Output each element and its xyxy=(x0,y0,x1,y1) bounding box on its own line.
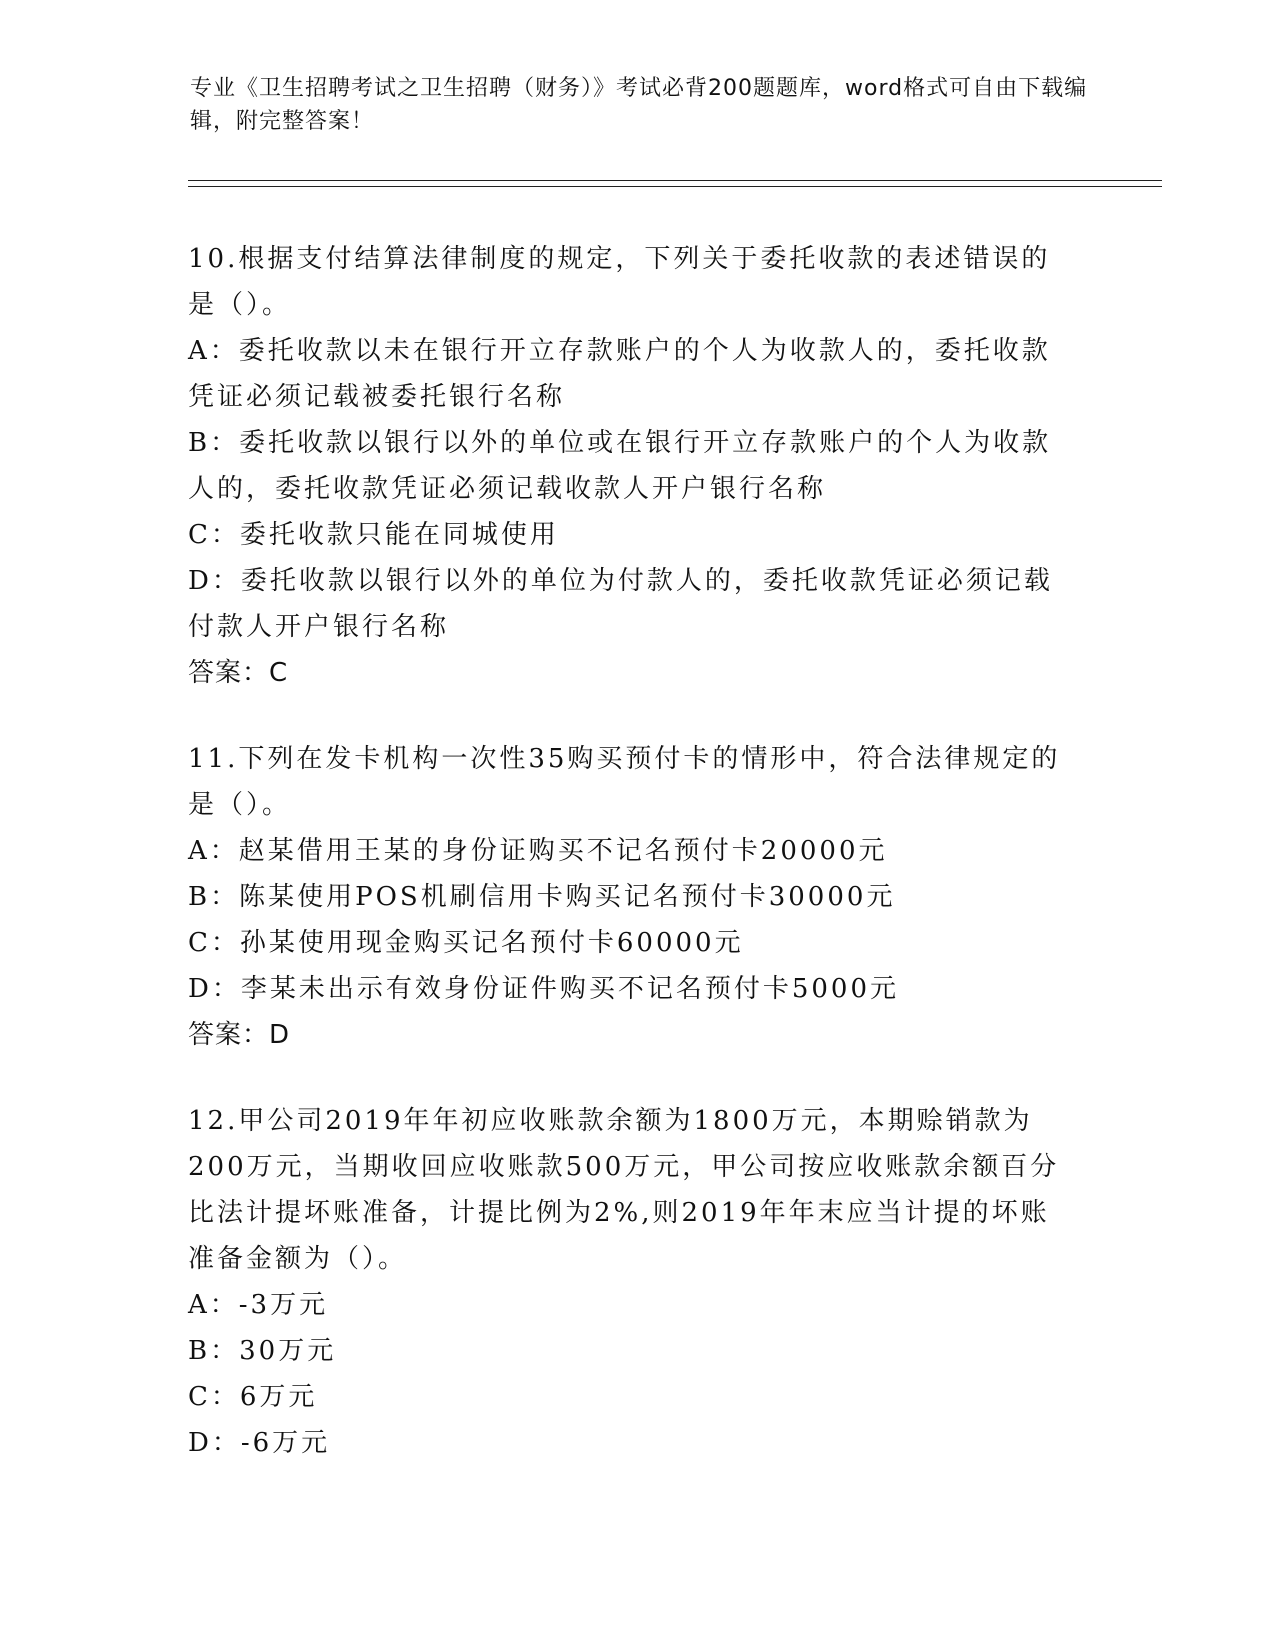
question-11 xyxy=(188,736,1078,1058)
answer-label: 答案：C xyxy=(188,658,289,688)
question-list xyxy=(188,236,1078,1506)
option-b: B：委托收款以银行以外的单位或在银行开立存款账户的个人为收款人的，委托收款凭证必须记载收款人开户银行名称 xyxy=(188,428,1052,504)
question-stem: 10.根据支付结算法律制度的规定，下列关于委托收款的表述错误的是（）。 xyxy=(188,244,1051,320)
question-stem: 11.下列在发卡机构一次性35购买预付卡的情形中，符合法律规定的是（）。 xyxy=(188,744,1061,820)
question-12 xyxy=(188,1098,1078,1466)
option-a: A：委托收款以未在银行开立存款账户的个人为收款人的，委托收款凭证必须记载被委托银行名称 xyxy=(188,336,1051,412)
header-divider-top xyxy=(188,180,1162,181)
option-d: D：李某未出示有效身份证件购买不记名预付卡5000元 xyxy=(188,974,900,1004)
option-a: A：-3万元 xyxy=(188,1290,329,1320)
option-c: C：委托收款只能在同城使用 xyxy=(188,520,559,550)
question-stem: 12.甲公司2019年年初应收账款余额为1800万元，本期赊销款为200万元，当期收回应收账款500万元，甲公司按应收账款余额百分比法计提坏账准备，计提比例为2%,则2019年年末应当计提的坏账准备金额为（）。 xyxy=(188,1106,1060,1274)
document-header-title: 专业《卫生招聘考试之卫生招聘（财务）》考试必背200题题库，word格式可自由下载编辑，附完整答案！ xyxy=(190,76,1088,134)
option-b: B：30万元 xyxy=(188,1336,337,1366)
option-d: D：-6万元 xyxy=(188,1428,331,1458)
header-divider-bottom xyxy=(188,186,1162,187)
option-b: B：陈某使用POS机刷信用卡购买记名预付卡30000元 xyxy=(188,882,896,912)
answer-label: 答案：D xyxy=(188,1020,291,1050)
option-c: C：孙某使用现金购买记名预付卡60000元 xyxy=(188,928,744,958)
question-10 xyxy=(188,236,1078,696)
option-c: C：6万元 xyxy=(188,1382,318,1412)
option-d: D：委托收款以银行以外的单位为付款人的，委托收款凭证必须记载付款人开户银行名称 xyxy=(188,566,1053,642)
option-a: A：赵某借用王某的身份证购买不记名预付卡20000元 xyxy=(188,836,888,866)
